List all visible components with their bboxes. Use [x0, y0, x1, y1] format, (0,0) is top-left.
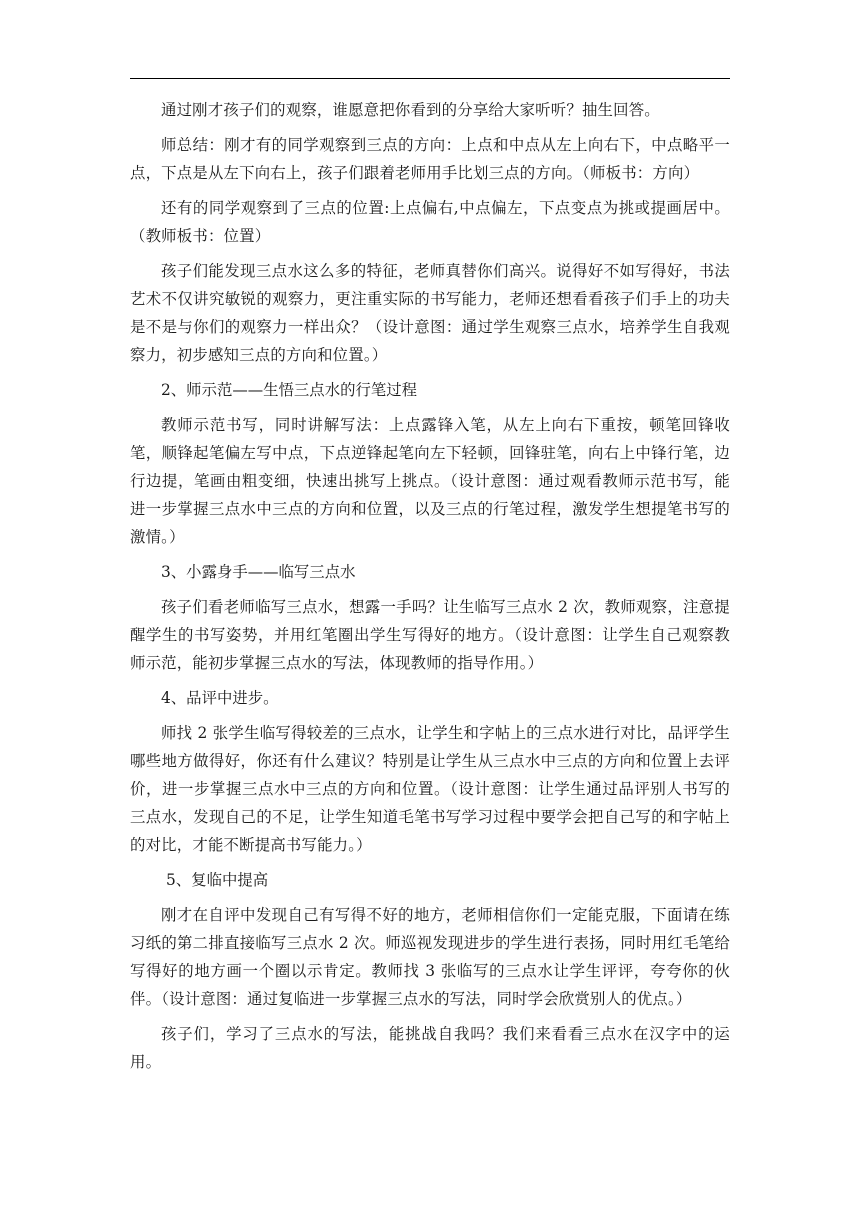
paragraph: 刚才在自评中发现自己有写得不好的地方，老师相信你们一定能克服，下面请在练习纸的第二排直接临写三点水 2 次。师巡视发现进步的学生进行表扬，同时用红毛笔给写得好的地方画一个圈以示肯定。教师找 3 张临写的三点水让学生评评，夸夸你的伙伴。（设计意图：通过复临进一步掌握三点水的写法，同时学会欣赏别人的优点。）	[130, 906, 730, 1008]
header-rule	[130, 78, 730, 79]
paragraph: 孩子们能发现三点水这么多的特征，老师真替你们高兴。说得好不如写得好，书法艺术不仅讲究敏锐的观察力，更注重实际的书写能力，老师还想看看孩子们手上的功夫是不是与你们的观察力一样出众？（设计意图：通过学生观察三点水，培养学生自我观察力，初步感知三点的方向和位置。）	[130, 262, 730, 364]
paragraph: 还有的同学观察到了三点的位置:上点偏右,中点偏左，下点变点为挑或提画居中。（教师板书：位置）	[130, 199, 730, 245]
paragraph: 师找 2 张学生临写得较差的三点水，让学生和字帖上的三点水进行对比，品评学生哪些地方做得好，你还有什么建议？特别是让学生从三点水中三点的方向和位置上去评价，进一步掌握三点水中三点的方向和位置。（设计意图：让学生通过品评别人书写的三点水，发现自己的不足，让学生知道毛笔书写学习过程中要学会把自己写的和字帖上的对比，才能不断提高书写能力。）	[130, 724, 730, 854]
paragraph: 通过刚才孩子们的观察，谁愿意把你看到的分享给大家听听？抽生回答。	[161, 101, 660, 119]
section-heading: 2、师示范——生悟三点水的行笔过程	[161, 381, 418, 399]
paragraph: 孩子们，学习了三点水的写法，能挑战自我吗？我们来看看三点水在汉字中的运用。	[130, 1025, 730, 1071]
paragraph: 教师示范书写，同时讲解写法：上点露锋入笔，从左上向右下重按，顿笔回锋收笔，顺锋起笔偏左写中点，下点逆锋起笔向左下轻顿，回锋驻笔，向右上中锋行笔，边行边提，笔画由粗变细，快速出挑写上挑点。（设计意图：通过观看教师示范书写，能进一步掌握三点水中三点的方向和位置，以及三点的行笔过程，激发学生想提笔书写的激情。）	[130, 416, 730, 546]
section-heading: 3、小露身手——临写三点水	[161, 563, 356, 581]
paragraph: 孩子们看老师临写三点水，想露一手吗？让生临写三点水 2 次，教师观察，注意提醒学生的书写姿势，并用红笔圈出学生写得好的地方。（设计意图：让学生自己观察教师示范，能初步掌握三点水的写法，体现教师的指导作用。）	[130, 598, 730, 672]
paragraph: 师总结：刚才有的同学观察到三点的方向：上点和中点从左上向右下，中点略平一点，下点是从左下向右上，孩子们跟着老师用手比划三点的方向。（师板书：方向）	[130, 136, 730, 182]
document-body	[130, 96, 730, 1083]
section-heading: 4、品评中进步。	[161, 689, 279, 707]
section-heading: 5、复临中提高	[166, 871, 269, 889]
